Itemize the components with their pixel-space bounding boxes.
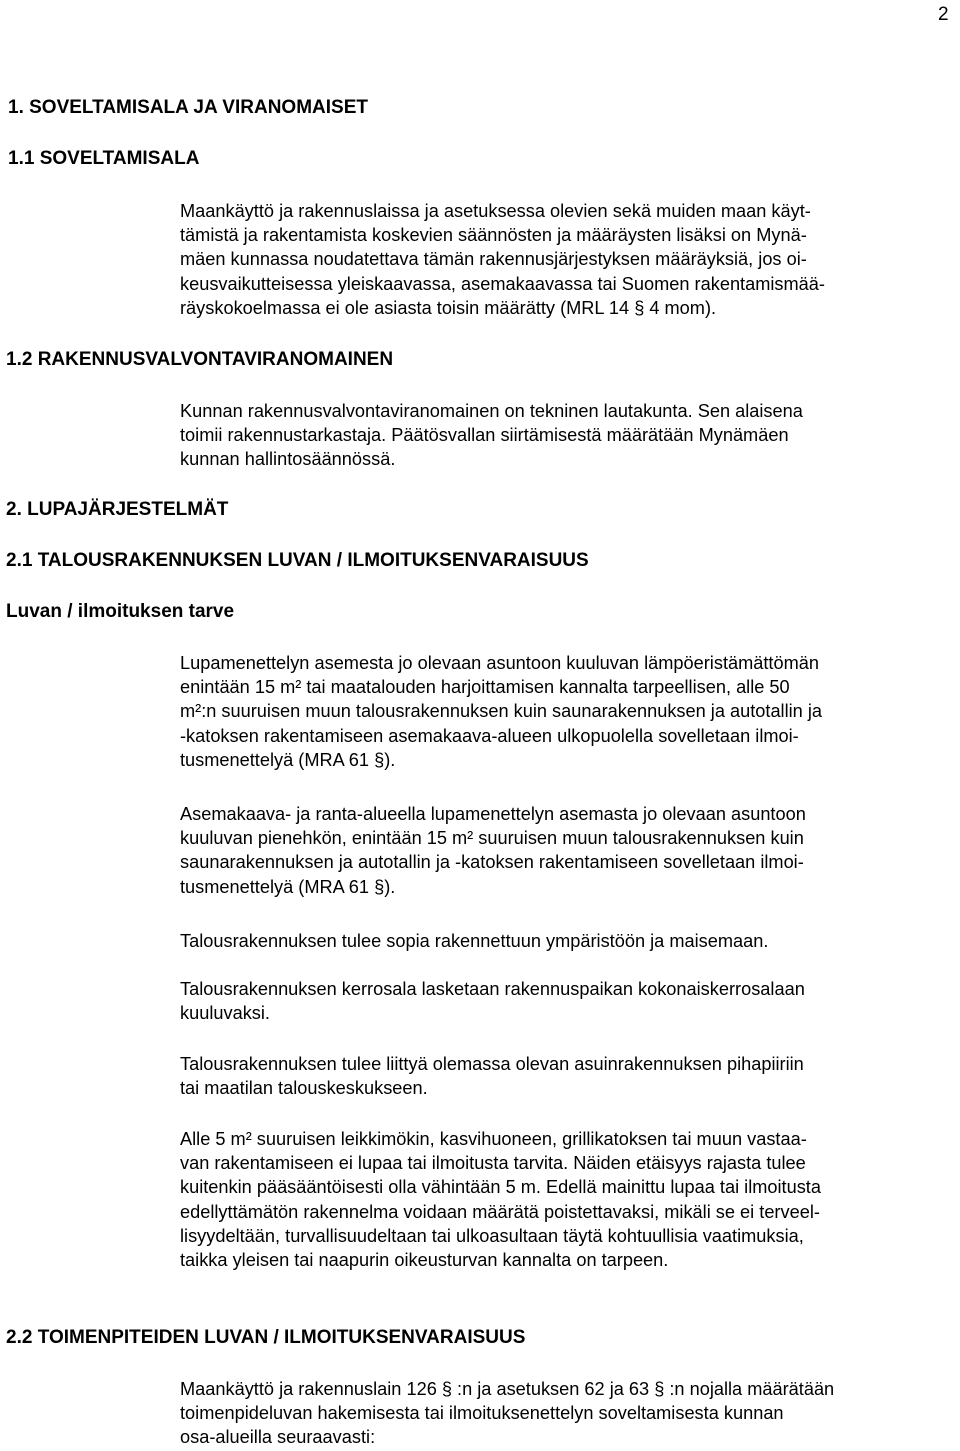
text-line: kuitenkin pääsääntöisesti olla vähintään 5 m. Edellä mainittu lupaa tai ilmoitusta [180, 1177, 821, 1198]
text-line: saunarakennuksen ja autotallin ja -katoksen rakentamiseen sovelletaan ilmoi- [180, 852, 804, 873]
text-line: tusmenettelyä (MRA 61 §). [180, 876, 396, 897]
paragraph-2-1-a [180, 651, 960, 772]
section-heading-1: 1. SOVELTAMISALA JA VIRANOMAISET [8, 97, 368, 118]
text-line: mäen kunnassa noudatettava tämän rakennusjärjestyksen määräyksiä, jos oi- [180, 249, 807, 270]
page-number: 2 [938, 4, 949, 25]
text-line: osa-alueilla seuraavasti: [180, 1427, 376, 1448]
text-line: Maankäyttö ja rakennuslaissa ja asetuksessa olevien sekä muiden maan käyt- [180, 201, 811, 221]
text-line: taikka yleisen tai naapurin oikeusturvan kannalta on tarpeen. [180, 1250, 669, 1271]
text-line: kunnan hallintosäännössä. [180, 449, 396, 470]
text-line: Lupamenettelyn asemesta jo olevaan asuntoon kuuluvan lämpöeristämättömän [180, 653, 819, 673]
text-line: kuuluvan pienehkön, enintään 15 m² suuruisen muun talousrakennuksen kuin [180, 828, 804, 849]
paragraph-2-1-d [180, 977, 960, 1025]
text-line: keusvaikutteisessa yleiskaavassa, asemakaavassa tai Suomen rakentamismää- [180, 273, 825, 294]
text-line: Talousrakennuksen tulee sopia rakennettuun ympäristöön ja maisemaan. [180, 931, 769, 951]
text-line: toimii rakennustarkastaja. Päätösvallan siirtämisestä määrätään Mynämäen [180, 425, 789, 446]
text-line: Talousrakennuksen kerrosala lasketaan rakennuspaikan kokonaiskerrosalaan [180, 979, 805, 999]
text-line: tämistä ja rakentamista koskevien säännösten ja määräysten lisäksi on Mynä- [180, 225, 807, 246]
paragraph-2-1-e [180, 1052, 960, 1100]
text-line: van rakentamiseen ei lupaa tai ilmoitusta tarvita. Näiden etäisyys rajasta tulee [180, 1153, 806, 1174]
text-line: edellyttämätön rakennelma voidaan määrätä poistettavaksi, mikäli se ei terveel- [180, 1201, 820, 1222]
text-line: tai maatilan talouskeskukseen. [180, 1078, 428, 1099]
section-heading-1-1: 1.1 SOVELTAMISALA [8, 148, 200, 169]
text-line: lisyydeltään, turvallisuudeltaan tai ulkoasultaan täytä kohtuullisia vaatimuksia, [180, 1225, 804, 1246]
paragraph-1-1 [180, 199, 960, 320]
text-line: Talousrakennuksen tulee liittyä olemassa olevan asuinrakennuksen pihapiiriin [180, 1054, 804, 1074]
paragraph-2-2 [180, 1377, 960, 1450]
paragraph-2-1-c [180, 929, 960, 953]
text-line: Asemakaava- ja ranta-alueella lupamenettelyn asemasta jo olevaan asuntoon [180, 804, 806, 824]
text-line: kuuluvaksi. [180, 1003, 270, 1024]
section-heading-1-2: 1.2 RAKENNUSVALVONTAVIRANOMAINEN [6, 349, 394, 370]
section-heading-2-2: 2.2 TOIMENPITEIDEN LUVAN / ILMOITUKSENVARAISUUS [6, 1327, 526, 1348]
text-line: Kunnan rakennusvalvontaviranomainen on tekninen lautakunta. Sen alaisena [180, 401, 803, 421]
paragraph-1-2 [180, 399, 960, 472]
subheading-need-for-permit: Luvan / ilmoituksen tarve [6, 601, 235, 622]
paragraph-2-1-f [180, 1127, 960, 1272]
text-line: tusmenettelyä (MRA 61 §). [180, 749, 396, 770]
section-heading-2: 2. LUPAJÄRJESTELMÄT [6, 499, 229, 520]
text-line: toimenpideluvan hakemisesta tai ilmoituksenettelyn soveltamisesta kunnan [180, 1403, 784, 1424]
section-heading-2-1: 2.1 TALOUSRAKENNUKSEN LUVAN / ILMOITUKSENVARAISUUS [6, 550, 589, 571]
text-line: Maankäyttö ja rakennuslain 126 § :n ja asetuksen 62 ja 63 § :n nojalla määrätään [180, 1379, 835, 1399]
text-line: enintään 15 m² tai maatalouden harjoittamisen kannalta tarpeellisen, alle 50 [180, 677, 790, 698]
text-line: m²:n suuruisen muun talousrakennuksen kuin saunarakennuksen ja autotallin ja [180, 701, 823, 722]
text-line: -katoksen rakentamiseen asemakaava-alueen ulkopuolella sovelletaan ilmoi- [180, 725, 799, 746]
paragraph-2-1-b [180, 802, 960, 899]
text-line: räyskokoelmassa ei ole asiasta toisin määrätty (MRL 14 § 4 mom). [180, 297, 717, 318]
text-line: Alle 5 m² suuruisen leikkimökin, kasvihuoneen, grillikatoksen tai muun vastaa- [180, 1129, 807, 1149]
